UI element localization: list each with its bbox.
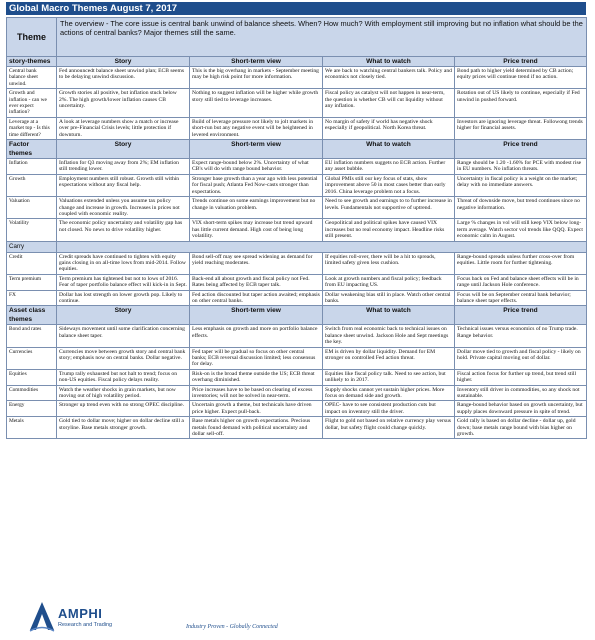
table-cell: If equities roll-over, there will be a hit to spreads, limited safety given less cushion. xyxy=(323,252,455,274)
table-cell: EM is driven by dollar liquidity. Demand for EM stronger on controlled Fed action threat. xyxy=(323,347,455,369)
table-cell: Fed action discounted but taper action awaited; emphasis on other central banks. xyxy=(190,290,323,306)
table-row xyxy=(7,252,587,274)
row-label: Inflation xyxy=(7,159,57,175)
table-cell: Fed taper will be gradual so focus on other central banks; ECB reversal discussion limited; less consensus for delay. xyxy=(190,347,323,369)
overview-text: The overview - The core issue is central bank unwind of balance sheets. When? How much? With employment still improving but no inflation what should be the actions of central banks? Major themes still the same. xyxy=(57,18,587,57)
table-cell: Rotation out of US likely to continue, especially if Fed unwind in pushed forward. xyxy=(455,89,587,118)
table-cell: Look at growth numbers and fiscal policy; feedback from EU impacting US. xyxy=(323,274,455,290)
table-cell: Expect range-bound below 2%. Uncertainty of what CB's will do with range bound behavior. xyxy=(190,159,323,175)
table-cell: Range should be 1.20 -1.60% for PCE with modest rise in EU numbers. No inflation threats. xyxy=(455,159,587,175)
table-cell: Fed announcedt balance sheet unwind plan; ECB seems to be delaying unwind discussion. xyxy=(57,67,190,89)
row-label: Credit xyxy=(7,252,57,274)
section-label: story-themes xyxy=(7,57,57,67)
table-cell: Risk-on is the broad theme outside the US; ECB threat overhang diminished. xyxy=(190,369,323,385)
table-row xyxy=(7,159,587,175)
column-header: Short-term view xyxy=(190,140,323,159)
column-header: Story xyxy=(57,306,190,325)
table-cell: Credit spreads have continued to tighten with equity gains closing in on all-time lows from mid-2014. Follow equities. xyxy=(57,252,190,274)
table-cell: Fiscal policy as catalyst will not happen in near-term, the question is whether CB will cut liquidity without any inflation. xyxy=(323,89,455,118)
table-cell: Uncertainty in fiscal policy is a weight on the market; delay with no immediate answers. xyxy=(455,174,587,196)
table-row xyxy=(7,290,587,306)
logo-subtitle: Research and Trading xyxy=(58,622,113,628)
row-label: Term premium xyxy=(7,274,57,290)
row-label: FX xyxy=(7,290,57,306)
table-row xyxy=(7,325,587,347)
table-cell: A look at leverage numbers show a match or increase over pre-Financial Crisis levels; little protection if downturn. xyxy=(57,117,190,139)
table-cell: Stronger base growth than a year ago with less potential for fiscal push; Atlanta Fed Now-casts stronger than expectations. xyxy=(190,174,323,196)
macro-themes-table xyxy=(6,17,587,439)
table-cell: Fiscal action focus for further up trend, but trend still higher. xyxy=(455,369,587,385)
table-cell: Focus will be on September central bank behavior; balance sheet taper effects. xyxy=(455,290,587,306)
table-cell: VIX short-term spikes may increase but trend upward has little current demand. High cost of being long volatility. xyxy=(190,219,323,241)
row-label: Metals xyxy=(7,417,57,439)
table-cell: Investors are ignoring leverage threat. Followong trends higher for financial assets. xyxy=(455,117,587,139)
table-cell: Switch from real economic back to technical issues on balance sheet unwind. Jackson Hole and Sept meetings the key. xyxy=(323,325,455,347)
table-cell: We are back to watching central bankers talk. Policy and economics not closely tied. xyxy=(323,67,455,89)
table-cell: Growth stories all positive, but inflation stuck below 2%. The high growth/lower inflation causes CB uncertainty. xyxy=(57,89,190,118)
row-label: Commodities xyxy=(7,385,57,401)
table-cell: Base metals higher on growth expectations. Precious metals found demand with political uncertainty and dollar sell-off. xyxy=(190,417,323,439)
column-header: Price trend xyxy=(455,306,587,325)
table-cell: Employment numbers still robust. Growth still within expectations without any fiscal help. xyxy=(57,174,190,196)
section-header-row xyxy=(7,57,587,67)
table-cell: OPEC- have to see consistent production cuts but impact on inventory still the driver. xyxy=(323,401,455,417)
column-header: Short-term view xyxy=(190,306,323,325)
table-cell: Technical issues versus economics of no Trump trade. Range behavior. xyxy=(455,325,587,347)
table-cell: Watch the weather shocks in grain markets, but now moving out of high volatility period. xyxy=(57,385,190,401)
column-header: Story xyxy=(57,57,190,67)
section-label: Asset class themes xyxy=(7,306,57,325)
table-cell: The economic policy uncertainty and volatility gap has not closed. No news to drive volatility higher. xyxy=(57,219,190,241)
table-cell: Valuations extended unless you assume tax policy change and increase in growth. Increases in prices not coupled with economic reality. xyxy=(57,197,190,219)
table-row xyxy=(7,117,587,139)
table-cell: Dollar weakening bias still in place. Watch other central banks. xyxy=(323,290,455,306)
section-label: Carry xyxy=(7,241,57,252)
tagline: Industry Proven - Globally Connected xyxy=(186,624,278,630)
table-cell: Equities like fiscal policy talk. Need to see action, but unlikely to in 2017. xyxy=(323,369,455,385)
column-header: Story xyxy=(57,140,190,159)
table-cell: Currencies move between growth story and central bank story; emphasis now on central banks. Dollar negative. xyxy=(57,347,190,369)
section-header-row xyxy=(7,241,587,252)
row-label: Volatility xyxy=(7,219,57,241)
footer xyxy=(6,600,586,638)
table-cell: Gold rally is based on dollar decline - dollar up, gold down; base metals range bound with bias higher on growth. xyxy=(455,417,587,439)
table-row xyxy=(7,369,587,385)
row-label: Energy xyxy=(7,401,57,417)
row-label: Growth and inflation - can we ever expect inflation? xyxy=(7,89,57,118)
column-header: What to watch xyxy=(323,57,455,67)
table-cell: Sideways movement until some clarification concerning balance sheet taper. xyxy=(57,325,190,347)
table-row xyxy=(7,67,587,89)
table-cell: Bond path to higher yield determined by CB action; equity prices will continue trend if no action. xyxy=(455,67,587,89)
table-cell: Geopolitical and political spikes have caused VIX increases but no real economy impact. Headline risks still present. xyxy=(323,219,455,241)
column-header: Price trend xyxy=(455,57,587,67)
section-header-row xyxy=(7,306,587,325)
table-cell: Supply shocks cannot yet sustain higher prices. More focus on demand side and growth. xyxy=(323,385,455,401)
table-cell: Flight to gold not based on relative currency play versus dollar, but safety flight could change quickly. xyxy=(323,417,455,439)
logo-name: AMPHI xyxy=(58,606,103,621)
overview-row xyxy=(7,18,587,57)
table-cell: Nothing to suggest inflation will be higher while growth story still tied to leverage increases. xyxy=(190,89,323,118)
table-cell: EU inflation numbers suggets no ECB action. Further any asset bubble. xyxy=(323,159,455,175)
table-cell: Stronger up trend even with no strong OPEC discipline. xyxy=(57,401,190,417)
table-cell: Large % changes in vol will still keep VIX below long-term average. Watch sector vol trends like QQQ. Expect economic calm in August. xyxy=(455,219,587,241)
table-cell: Uncertain growth a theme, but technicals have driven price higher. Expect pull-back. xyxy=(190,401,323,417)
table-cell: Term premium has tightened but not to lows of 2016. Fear of taper portfolio balance effect will kick-in in Sept. xyxy=(57,274,190,290)
table-row xyxy=(7,197,587,219)
column-header: What to watch xyxy=(323,140,455,159)
row-label: Equities xyxy=(7,369,57,385)
column-header: What to watch xyxy=(323,306,455,325)
table-cell: Focus back on Fed and balance sheet effects will be in range until Jackson Hole conference. xyxy=(455,274,587,290)
row-label: Currencies xyxy=(7,347,57,369)
table-cell: Inventory still driver in commodities, so any shock not sustainable. xyxy=(455,385,587,401)
table-cell: Inflation for Q3 moving away from 2%; EM inflation still trending lower. xyxy=(57,159,190,175)
table-cell: Dollar move tied to growth and fiscal policy - likely on hold. Private capital moving out of dollar. xyxy=(455,347,587,369)
page-title: Global Macro Themes August 7, 2017 xyxy=(6,2,586,15)
table-cell: Need to see growth and earnings to to further increase in levels. Fundamentals not supportive of uptrend. xyxy=(323,197,455,219)
section-label: Factor themes xyxy=(7,140,57,159)
table-cell: Global PMIs still our key focus of stats, show improvement above 50 in most cases better than early 2016. China leverage problem not a focus. xyxy=(323,174,455,196)
row-label: Valuation xyxy=(7,197,57,219)
section-header-row xyxy=(7,140,587,159)
row-label: Growth xyxy=(7,174,57,196)
table-row xyxy=(7,89,587,118)
table-cell: Price increases have to be based on clearing of excess inventories; will not be solved in near-term. xyxy=(190,385,323,401)
column-header: Short-term view xyxy=(190,57,323,67)
table-row xyxy=(7,174,587,196)
table-row xyxy=(7,401,587,417)
table-row xyxy=(7,417,587,439)
table-cell: This is the big overhang in markets - September meeting may be high risk point for more information. xyxy=(190,67,323,89)
table-cell: Range-bound spreads unless further cross-over from equities. Little room for further tightening. xyxy=(455,252,587,274)
table-row xyxy=(7,219,587,241)
table-row xyxy=(7,274,587,290)
table-cell: Gold tied to dollar move; higher on dollar decline still a storyline. Base metals stronger growth. xyxy=(57,417,190,439)
table-cell: Dollar has lost strength on lower growth pop. Likely to continue. xyxy=(57,290,190,306)
table-cell: Trends continue on some earnings improvement but no change in valuation problem. xyxy=(190,197,323,219)
table-cell: Bond sell-off may see spread widening as demand for yield reaching moderates. xyxy=(190,252,323,274)
row-label: Central bank balance sheet unwind. xyxy=(7,67,57,89)
table-cell: Less emphasis on growth and more on portfolio balance effects. xyxy=(190,325,323,347)
row-label: Leverage at a market top - Is this time different? xyxy=(7,117,57,139)
theme-label: Theme xyxy=(7,18,57,57)
carry-filler xyxy=(57,241,587,252)
table-cell: Threat of downside move, but trend continues since no negative information. xyxy=(455,197,587,219)
row-label: Bond and rates xyxy=(7,325,57,347)
table-row xyxy=(7,347,587,369)
table-cell: Build of leverage pressure not likely to jolt markets in short-run but any negative event will be heightened in levered environment. xyxy=(190,117,323,139)
column-header: Price trend xyxy=(455,140,587,159)
table-cell: Trump rally exhausted but not halt to trend; focus on non-US equities. Fiscal policy delays reality. xyxy=(57,369,190,385)
table-cell: No margin of safety if world has negative shock especially if geopolitical. North Korea threat. xyxy=(323,117,455,139)
table-cell: Back-end all about growth and fiscal policy not Fed. Rates being affected by ECB taper talk. xyxy=(190,274,323,290)
amphi-logo-icon xyxy=(28,600,56,634)
table-row xyxy=(7,385,587,401)
table-cell: Range-bound behavior based on growth uncertainty, but supply places downward pressure in spite of trend. xyxy=(455,401,587,417)
